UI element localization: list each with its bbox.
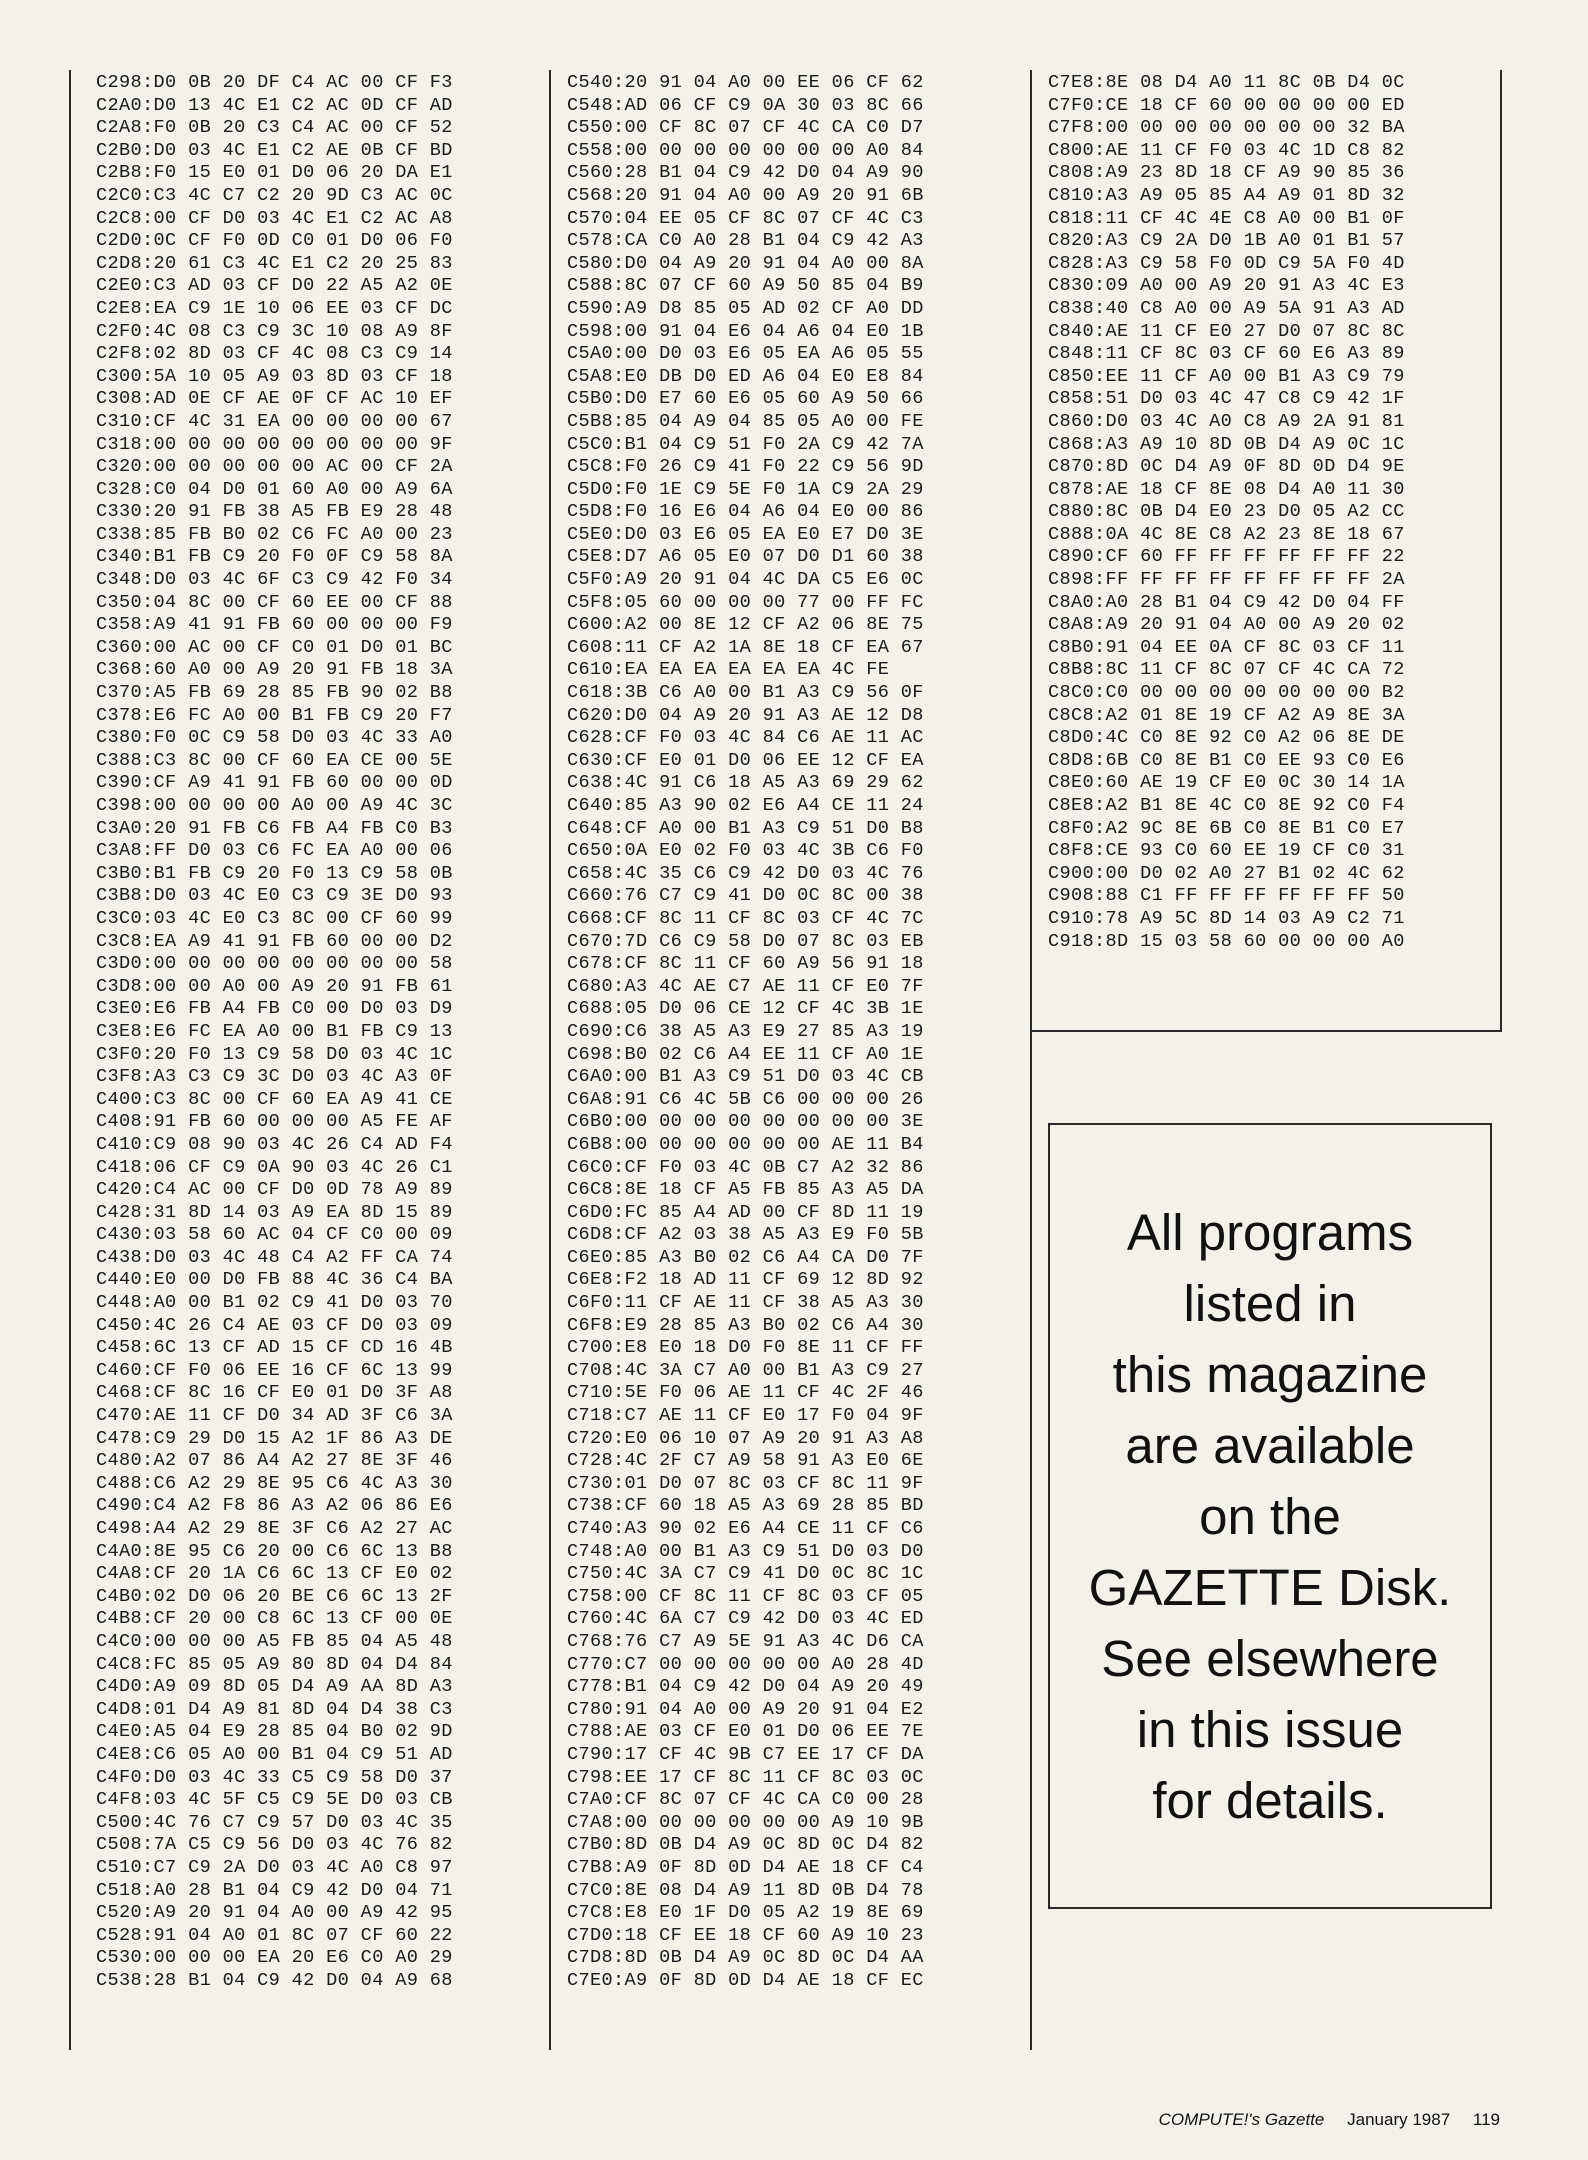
- listing-line: C5A8:E0 DB D0 ED A6 04 E0 E8 84: [567, 365, 924, 387]
- notice-line: All programs: [1126, 1203, 1414, 1261]
- listing-line: C5E0:D0 03 E6 05 EA E0 E7 D0 3E: [567, 523, 924, 545]
- listing-line: C480:A2 07 86 A4 A2 27 8E 3F 46: [96, 1450, 453, 1472]
- listing-line: C648:CF A0 00 B1 A3 C9 51 D0 B8: [567, 817, 924, 839]
- listing-line: C6D0:FC 85 A4 AD 00 CF 8D 11 19: [567, 1201, 924, 1223]
- listing-line: C4B0:02 D0 06 20 BE C6 6C 13 2F: [96, 1585, 453, 1607]
- listing-line: C2F0:4C 08 C3 C9 3C 10 08 A9 8F: [96, 320, 453, 342]
- listing-line: C3B8:D0 03 4C E0 C3 C9 3E D0 93: [96, 885, 453, 907]
- listing-line: C8E8:A2 B1 8E 4C C0 8E 92 C0 F4: [1048, 795, 1405, 816]
- listing-line: C798:EE 17 CF 8C 11 CF 8C 03 0C: [567, 1766, 924, 1788]
- listing-line: C4A0:8E 95 C6 20 00 C6 6C 13 B8: [96, 1540, 453, 1562]
- listing-line: C780:91 04 A0 00 A9 20 91 04 E2: [567, 1698, 924, 1720]
- listing-line: C6A0:00 B1 A3 C9 51 D0 03 4C CB: [567, 1066, 924, 1088]
- listing-line: C7C0:8E 08 D4 A9 11 8D 0B D4 78: [567, 1879, 924, 1901]
- listing-line: C3B0:B1 FB C9 20 F0 13 C9 58 0B: [96, 862, 453, 884]
- listing-line: C8F0:A2 9C 8E 6B C0 8E B1 C0 E7: [1048, 817, 1405, 839]
- listing-line: C360:00 AC 00 CF C0 01 D0 01 BC: [96, 636, 453, 658]
- listing-line: C4C8:FC 85 05 A9 80 8D 04 D4 84: [96, 1653, 453, 1675]
- listing-line: C830:09 A0 00 A9 20 91 A3 4C E3: [1048, 275, 1405, 297]
- listing-line: C470:AE 11 CF D0 34 AD 3F C6 3A: [96, 1405, 453, 1427]
- listing-line: C4E8:C6 05 A0 00 B1 04 C9 51 AD: [96, 1743, 453, 1765]
- listing-line: C910:78 A9 5C 8D 14 03 A9 C2 71: [1048, 907, 1405, 929]
- listing-line: C7C8:E8 E0 1F D0 05 A2 19 8E 69: [567, 1902, 924, 1924]
- listing-line: C700:E8 E0 18 D0 F0 8E 11 CF FF: [567, 1337, 924, 1359]
- listing-line: C670:7D C6 C9 58 D0 07 8C 03 EB: [567, 930, 924, 952]
- listing-line: C710:5E F0 06 AE 11 CF 4C 2F 46: [567, 1382, 924, 1404]
- notice-line: this magazine: [1112, 1345, 1428, 1403]
- listing-line: C878:AE 18 CF 8E 08 D4 A0 11 30: [1048, 478, 1405, 500]
- listing-line: C330:20 91 FB 38 A5 FB E9 28 48: [96, 501, 453, 523]
- listing-line: C7F8:00 00 00 00 00 00 00 32 BA: [1048, 117, 1405, 139]
- listing-line: C358:A9 41 91 FB 60 00 00 00 F9: [96, 614, 453, 636]
- listing-line: C820:A3 C9 2A D0 1B A0 01 B1 57: [1048, 230, 1405, 252]
- listing-line: C730:01 D0 07 8C 03 CF 8C 11 9F: [567, 1472, 924, 1494]
- listing-line: C2E8:EA C9 1E 10 06 EE 03 CF DC: [96, 297, 453, 319]
- listing-line: C630:CF E0 01 D0 06 EE 12 CF EA: [567, 749, 924, 771]
- listing-line: C870:8D 0C D4 A9 0F 8D 0D D4 9E: [1048, 456, 1405, 478]
- listing-line: C8D8:6B C0 8E B1 C0 EE 93 C0 E6: [1048, 749, 1405, 771]
- listing-line: C458:6C 13 CF AD 15 CF CD 16 4B: [96, 1337, 453, 1359]
- listing-line: C2F8:02 8D 03 CF 4C 08 C3 C9 14: [96, 343, 453, 365]
- listing-line: C550:00 CF 8C 07 CF 4C CA C0 D7: [567, 117, 924, 139]
- listing-line: C7B8:A9 0F 8D 0D D4 AE 18 CF C4: [567, 1856, 924, 1878]
- listing-line: C438:D0 03 4C 48 C4 A2 FF CA 74: [96, 1246, 453, 1268]
- listing-line: C908:88 C1 FF FF FF FF FF FF 50: [1048, 885, 1405, 907]
- listing-line: C398:00 00 00 00 A0 00 A9 4C 3C: [96, 795, 453, 816]
- listing-line: C520:A9 20 91 04 A0 00 A9 42 95: [96, 1902, 453, 1924]
- notice-line: for details.: [1152, 1771, 1388, 1829]
- listing-line: C2A8:F0 0B 20 C3 C4 AC 00 CF 52: [96, 117, 453, 139]
- listing-line: C310:CF 4C 31 EA 00 00 00 00 67: [96, 410, 453, 432]
- listing-line: C490:C4 A2 F8 86 A3 A2 06 86 E6: [96, 1495, 453, 1517]
- listing-line: C3A8:FF D0 03 C6 FC EA A0 00 06: [96, 840, 453, 862]
- listing-line: C428:31 8D 14 03 A9 EA 8D 15 89: [96, 1201, 453, 1223]
- listing-line: C6C8:8E 18 CF A5 FB 85 A3 A5 DA: [567, 1179, 924, 1201]
- listing-line: C300:5A 10 05 A9 03 8D 03 CF 18: [96, 365, 453, 387]
- column-rule-right: [1030, 70, 1032, 2050]
- listing-line: C888:0A 4C 8E C8 A2 23 8E 18 67: [1048, 523, 1405, 545]
- listing-line: C368:60 A0 00 A9 20 91 FB 18 3A: [96, 659, 453, 681]
- listing-line: C640:85 A3 90 02 E6 A4 CE 11 24: [567, 795, 924, 816]
- listing-line: C628:CF F0 03 4C 84 C6 AE 11 AC: [567, 727, 924, 749]
- listing-line: C4D8:01 D4 A9 81 8D 04 D4 38 C3: [96, 1698, 453, 1720]
- listing-line: C2E0:C3 AD 03 CF D0 22 A5 A2 0E: [96, 275, 453, 297]
- listing-line: C3C8:EA A9 41 91 FB 60 00 00 D2: [96, 930, 453, 952]
- notice-line: are available: [1125, 1416, 1415, 1474]
- listing-line: C540:20 91 04 A0 00 EE 06 CF 62: [567, 72, 924, 93]
- listing-column-2: [567, 72, 924, 1992]
- listing-line: C8B8:8C 11 CF 8C 07 CF 4C CA 72: [1048, 659, 1405, 681]
- listing-line: C918:8D 15 03 58 60 00 00 00 A0: [1048, 930, 1405, 952]
- listing-line: C680:A3 4C AE C7 AE 11 CF E0 7F: [567, 975, 924, 997]
- notice-line: See elsewhere: [1101, 1629, 1439, 1687]
- listing-line: C778:B1 04 C9 42 D0 04 A9 20 49: [567, 1676, 924, 1698]
- listing-line: C6D8:CF A2 03 38 A5 A3 E9 F0 5B: [567, 1224, 924, 1246]
- listing-line: C8C8:A2 01 8E 19 CF A2 A9 8E 3A: [1048, 704, 1405, 726]
- listing-line: C810:A3 A9 05 85 A4 A9 01 8D 32: [1048, 184, 1405, 206]
- listing-line: C770:C7 00 00 00 00 00 A0 28 4D: [567, 1653, 924, 1675]
- listing-line: C6E8:F2 18 AD 11 CF 69 12 8D 92: [567, 1269, 924, 1291]
- listing-line: C750:4C 3A C7 C9 41 D0 0C 8C 1C: [567, 1563, 924, 1585]
- listing-line: C748:A0 00 B1 A3 C9 51 D0 03 D0: [567, 1540, 924, 1562]
- listing-line: C668:CF 8C 11 CF 8C 03 CF 4C 7C: [567, 907, 924, 929]
- notice-line: on the: [1199, 1487, 1341, 1545]
- listing-line: C448:A0 00 B1 02 C9 41 D0 03 70: [96, 1292, 453, 1314]
- notice-line: GAZETTE Disk.: [1088, 1558, 1452, 1616]
- listing-line: C440:E0 00 D0 FB 88 4C 36 C4 BA: [96, 1269, 453, 1291]
- listing-line: C898:FF FF FF FF FF FF FF FF 2A: [1048, 569, 1405, 591]
- listing-line: C3F0:20 F0 13 C9 58 D0 03 4C 1C: [96, 1043, 453, 1065]
- listing-line: C548:AD 06 CF C9 0A 30 03 8C 66: [567, 94, 924, 116]
- listing-line: C3C0:03 4C E0 C3 8C 00 CF 60 99: [96, 907, 453, 929]
- listing-line: C790:17 CF 4C 9B C7 EE 17 CF DA: [567, 1743, 924, 1765]
- listing-line: C4F8:03 4C 5F C5 C9 5E D0 03 CB: [96, 1789, 453, 1811]
- listing-line: C7B0:8D 0B D4 A9 0C 8D 0C D4 82: [567, 1834, 924, 1856]
- listing-line: C410:C9 08 90 03 4C 26 C4 AD F4: [96, 1133, 453, 1155]
- listing-line: C890:CF 60 FF FF FF FF FF FF 22: [1048, 546, 1405, 568]
- listing-line: C728:4C 2F C7 A9 58 91 A3 E0 6E: [567, 1450, 924, 1472]
- listing-line: C2B8:F0 15 E0 01 D0 06 20 DA E1: [96, 162, 453, 184]
- listing-line: C400:C3 8C 00 CF 60 EA A9 41 CE: [96, 1088, 453, 1110]
- listing-line: C568:20 91 04 A0 00 A9 20 91 6B: [567, 184, 924, 206]
- column-rule-middle: [549, 70, 551, 2050]
- page-number: 119: [1472, 2110, 1500, 2129]
- listing-line: C578:CA C0 A0 28 B1 04 C9 42 A3: [567, 230, 924, 252]
- listing-line: C4A8:CF 20 1A C6 6C 13 CF E0 02: [96, 1563, 453, 1585]
- listing-line: C8C0:C0 00 00 00 00 00 00 00 B2: [1048, 682, 1405, 704]
- listing-line: C4D0:A9 09 8D 05 D4 A9 AA 8D A3: [96, 1676, 453, 1698]
- listing-line: C840:AE 11 CF E0 27 D0 07 8C 8C: [1048, 320, 1405, 342]
- listing-line: C8D0:4C C0 8E 92 C0 A2 06 8E DE: [1048, 727, 1405, 749]
- listing-line: C3E0:E6 FB A4 FB C0 00 D0 03 D9: [96, 998, 453, 1020]
- listing-line: C5D0:F0 1E C9 5E F0 1A C9 2A 29: [567, 478, 924, 500]
- page-footer: [1159, 2110, 1500, 2130]
- listing-line: C838:40 C8 A0 00 A9 5A 91 A3 AD: [1048, 297, 1405, 319]
- listing-line: C468:CF 8C 16 CF E0 01 D0 3F A8: [96, 1382, 453, 1404]
- listing-line: C788:AE 03 CF E0 01 D0 06 EE 7E: [567, 1721, 924, 1743]
- listing-line: C4C0:00 00 00 A5 FB 85 04 A5 48: [96, 1630, 453, 1652]
- listing-line: C708:4C 3A C7 A0 00 B1 A3 C9 27: [567, 1359, 924, 1381]
- listing-line: C5C0:B1 04 C9 51 F0 2A C9 42 7A: [567, 433, 924, 455]
- listing-line: C348:D0 03 4C 6F C3 C9 42 F0 34: [96, 569, 453, 591]
- listing-line: C390:CF A9 41 91 FB 60 00 00 0D: [96, 772, 453, 794]
- notice-line: in this issue: [1136, 1700, 1404, 1758]
- column-rule-end: [1500, 70, 1502, 1030]
- listing-line: C418:06 CF C9 0A 90 03 4C 26 C1: [96, 1156, 453, 1178]
- listing-line: C3E8:E6 FC EA A0 00 B1 FB C9 13: [96, 1020, 453, 1042]
- listing-line: C7F0:CE 18 CF 60 00 00 00 00 ED: [1048, 94, 1405, 116]
- listing-line: C510:C7 C9 2A D0 03 4C A0 C8 97: [96, 1856, 453, 1878]
- listing-line: C5F0:A9 20 91 04 4C DA C5 E6 0C: [567, 569, 924, 591]
- listing-line: C328:C0 04 D0 01 60 A0 00 A9 6A: [96, 478, 453, 500]
- listing-line: C528:91 04 A0 01 8C 07 CF 60 22: [96, 1924, 453, 1946]
- listing-line: C6B8:00 00 00 00 00 00 AE 11 B4: [567, 1133, 924, 1155]
- listing-line: C860:D0 03 4C A0 C8 A9 2A 91 81: [1048, 410, 1405, 432]
- listing-line: C6F8:E9 28 85 A3 B0 02 C6 A4 30: [567, 1314, 924, 1336]
- listing-line: C620:D0 04 A9 20 91 A3 AE 12 D8: [567, 704, 924, 726]
- listing-line: C5E8:D7 A6 05 E0 07 D0 D1 60 38: [567, 546, 924, 568]
- listing-line: C600:A2 00 8E 12 CF A2 06 8E 75: [567, 614, 924, 636]
- column-rule-left: [69, 70, 71, 2050]
- listing-line: C7E8:8E 08 D4 A0 11 8C 0B D4 0C: [1048, 72, 1405, 93]
- listing-line: C818:11 CF 4C 4E C8 A0 00 B1 0F: [1048, 207, 1405, 229]
- listing-line: C590:A9 D8 85 05 AD 02 CF A0 DD: [567, 297, 924, 319]
- listing-line: C408:91 FB 60 00 00 00 A5 FE AF: [96, 1111, 453, 1133]
- listing-line: C610:EA EA EA EA EA EA 4C FE: [567, 659, 890, 681]
- listing-line: C690:C6 38 A5 A3 E9 27 85 A3 19: [567, 1020, 924, 1042]
- listing-line: C8B0:91 04 EE 0A CF 8C 03 CF 11: [1048, 636, 1405, 658]
- listing-line: C6E0:85 A3 B0 02 C6 A4 CA D0 7F: [567, 1246, 924, 1268]
- listing-line: C500:4C 76 C7 C9 57 D0 03 4C 35: [96, 1811, 453, 1833]
- listing-line: C430:03 58 60 AC 04 CF C0 00 09: [96, 1224, 453, 1246]
- notice-line: listed in: [1183, 1274, 1357, 1332]
- listing-line: C608:11 CF A2 1A 8E 18 CF EA 67: [567, 636, 924, 658]
- listing-line: C720:E0 06 10 07 A9 20 91 A3 A8: [567, 1427, 924, 1449]
- listing-line: C3D8:00 00 A0 00 A9 20 91 FB 61: [96, 975, 453, 997]
- listing-line: C8A0:A0 28 B1 04 C9 42 D0 04 FF: [1048, 591, 1405, 613]
- listing-line: C318:00 00 00 00 00 00 00 00 9F: [96, 433, 453, 455]
- listing-line: C580:D0 04 A9 20 91 04 A0 00 8A: [567, 252, 924, 274]
- column-three-bottom-rule: [1030, 1030, 1502, 1032]
- listing-line: C738:CF 60 18 A5 A3 69 28 85 BD: [567, 1495, 924, 1517]
- listing-line: C740:A3 90 02 E6 A4 CE 11 CF C6: [567, 1518, 924, 1539]
- listing-line: C308:AD 0E CF AE 0F CF AC 10 EF: [96, 388, 453, 410]
- listing-line: C388:C3 8C 00 CF 60 EA CE 00 5E: [96, 749, 453, 771]
- listing-line: C618:3B C6 A0 00 B1 A3 C9 56 0F: [567, 682, 924, 704]
- listing-line: C6F0:11 CF AE 11 CF 38 A5 A3 30: [567, 1292, 924, 1314]
- listing-line: C2D0:0C CF F0 0D C0 01 D0 06 F0: [96, 230, 453, 252]
- gazette-disk-notice: [1048, 1123, 1492, 1909]
- listing-line: C598:00 91 04 E6 04 A6 04 E0 1B: [567, 320, 924, 342]
- listing-line: C5D8:F0 16 E6 04 A6 04 E0 00 86: [567, 501, 924, 523]
- listing-line: C800:AE 11 CF F0 03 4C 1D C8 82: [1048, 139, 1405, 161]
- listing-line: C768:76 C7 A9 5E 91 A3 4C D6 CA: [567, 1630, 924, 1652]
- listing-line: C588:8C 07 CF 60 A9 50 85 04 B9: [567, 275, 924, 297]
- listing-line: C340:B1 FB C9 20 F0 0F C9 58 8A: [96, 546, 453, 568]
- listing-line: C3A0:20 91 FB C6 FB A4 FB C0 B3: [96, 817, 453, 839]
- listing-line: C558:00 00 00 00 00 00 00 A0 84: [567, 139, 924, 161]
- listing-line: C828:A3 C9 58 F0 0D C9 5A F0 4D: [1048, 252, 1405, 274]
- listing-line: C338:85 FB B0 02 C6 FC A0 00 23: [96, 523, 453, 545]
- listing-line: C4F0:D0 03 4C 33 C5 C9 58 D0 37: [96, 1766, 453, 1788]
- listing-line: C498:A4 A2 29 8E 3F C6 A2 27 AC: [96, 1518, 453, 1539]
- listing-line: C508:7A C5 C9 56 D0 03 4C 76 82: [96, 1834, 453, 1856]
- listing-line: C8F8:CE 93 C0 60 EE 19 CF C0 31: [1048, 840, 1405, 862]
- listing-line: C6A8:91 C6 4C 5B C6 00 00 00 26: [567, 1088, 924, 1110]
- listing-line: C2B0:D0 03 4C E1 C2 AE 0B CF BD: [96, 139, 453, 161]
- listing-line: C7D8:8D 0B D4 A9 0C 8D 0C D4 AA: [567, 1947, 924, 1969]
- listing-line: C8A8:A9 20 91 04 A0 00 A9 20 02: [1048, 614, 1405, 636]
- listing-line: C850:EE 11 CF A0 00 B1 A3 C9 79: [1048, 365, 1405, 387]
- listing-line: C868:A3 A9 10 8D 0B D4 A9 0C 1C: [1048, 433, 1405, 455]
- listing-column-1: [96, 72, 453, 1992]
- listing-line: C758:00 CF 8C 11 CF 8C 03 CF 05: [567, 1585, 924, 1607]
- listing-line: C298:D0 0B 20 DF C4 AC 00 CF F3: [96, 72, 453, 93]
- listing-line: C7D0:18 CF EE 18 CF 60 A9 10 23: [567, 1924, 924, 1946]
- listing-line: C2C8:00 CF D0 03 4C E1 C2 AC A8: [96, 207, 453, 229]
- listing-line: C370:A5 FB 69 28 85 FB 90 02 B8: [96, 682, 453, 704]
- listing-line: C678:CF 8C 11 CF 60 A9 56 91 18: [567, 953, 924, 975]
- listing-line: C698:B0 02 C6 A4 EE 11 CF A0 1E: [567, 1043, 924, 1065]
- listing-line: C760:4C 6A C7 C9 42 D0 03 4C ED: [567, 1608, 924, 1630]
- listing-line: C2D8:20 61 C3 4C E1 C2 20 25 83: [96, 252, 453, 274]
- listing-line: C560:28 B1 04 C9 42 D0 04 A9 90: [567, 162, 924, 184]
- listing-line: C6B0:00 00 00 00 00 00 00 00 3E: [567, 1111, 924, 1133]
- listing-line: C880:8C 0B D4 E0 23 D0 05 A2 CC: [1048, 501, 1405, 523]
- listing-line: C530:00 00 00 EA 20 E6 C0 A0 29: [96, 1947, 453, 1969]
- listing-line: C538:28 B1 04 C9 42 D0 04 A9 68: [96, 1969, 453, 1991]
- listing-line: C858:51 D0 03 4C 47 C8 C9 42 1F: [1048, 388, 1405, 410]
- listing-line: C638:4C 91 C6 18 A5 A3 69 29 62: [567, 772, 924, 794]
- listing-line: C450:4C 26 C4 AE 03 CF D0 03 09: [96, 1314, 453, 1336]
- listing-line: C420:C4 AC 00 CF D0 0D 78 A9 89: [96, 1179, 453, 1201]
- listing-line: C718:C7 AE 11 CF E0 17 F0 04 9F: [567, 1405, 924, 1427]
- listing-line: C7A8:00 00 00 00 00 00 A9 10 9B: [567, 1811, 924, 1833]
- listing-line: C900:00 D0 02 A0 27 B1 02 4C 62: [1048, 862, 1405, 884]
- listing-line: C488:C6 A2 29 8E 95 C6 4C A3 30: [96, 1472, 453, 1494]
- listing-line: C5B8:85 04 A9 04 85 05 A0 00 FE: [567, 410, 924, 432]
- listing-line: C8E0:60 AE 19 CF E0 0C 30 14 1A: [1048, 772, 1405, 794]
- listing-line: C518:A0 28 B1 04 C9 42 D0 04 71: [96, 1879, 453, 1901]
- listing-line: C5F8:05 60 00 00 00 77 00 FF FC: [567, 591, 924, 613]
- publication-name: COMPUTE!'s Gazette: [1158, 2110, 1325, 2129]
- listing-line: C380:F0 0C C9 58 D0 03 4C 33 A0: [96, 727, 453, 749]
- listing-line: C5C8:F0 26 C9 41 F0 22 C9 56 9D: [567, 456, 924, 478]
- listing-line: C3F8:A3 C3 C9 3C D0 03 4C A3 0F: [96, 1066, 453, 1088]
- listing-line: C4E0:A5 04 E9 28 85 04 B0 02 9D: [96, 1721, 453, 1743]
- listing-line: C6C0:CF F0 03 4C 0B C7 A2 32 86: [567, 1156, 924, 1178]
- listing-line: C7E0:A9 0F 8D 0D D4 AE 18 CF EC: [567, 1969, 924, 1991]
- listing-line: C350:04 8C 00 CF 60 EE 00 CF 88: [96, 591, 453, 613]
- listing-line: C848:11 CF 8C 03 CF 60 E6 A3 89: [1048, 343, 1405, 365]
- listing-line: C460:CF F0 06 EE 16 CF 6C 13 99: [96, 1359, 453, 1381]
- listing-line: C378:E6 FC A0 00 B1 FB C9 20 F7: [96, 704, 453, 726]
- listing-line: C4B8:CF 20 00 C8 6C 13 CF 00 0E: [96, 1608, 453, 1630]
- listing-line: C2C0:C3 4C C7 C2 20 9D C3 AC 0C: [96, 184, 453, 206]
- listing-line: C320:00 00 00 00 00 AC 00 CF 2A: [96, 456, 453, 478]
- listing-column-3: [1048, 72, 1405, 953]
- issue-date: January 1987: [1347, 2110, 1451, 2129]
- listing-line: C688:05 D0 06 CE 12 CF 4C 3B 1E: [567, 998, 924, 1020]
- listing-line: C2A0:D0 13 4C E1 C2 AC 0D CF AD: [96, 94, 453, 116]
- listing-line: C478:C9 29 D0 15 A2 1F 86 A3 DE: [96, 1427, 453, 1449]
- listing-line: C570:04 EE 05 CF 8C 07 CF 4C C3: [567, 207, 924, 229]
- listing-line: C5A0:00 D0 03 E6 05 EA A6 05 55: [567, 343, 924, 365]
- listing-line: C650:0A E0 02 F0 03 4C 3B C6 F0: [567, 840, 924, 862]
- listing-line: C7A0:CF 8C 07 CF 4C CA C0 00 28: [567, 1789, 924, 1811]
- listing-line: C5B0:D0 E7 60 E6 05 60 A9 50 66: [567, 388, 924, 410]
- listing-line: C808:A9 23 8D 18 CF A9 90 85 36: [1048, 162, 1405, 184]
- listing-line: C3D0:00 00 00 00 00 00 00 00 58: [96, 953, 453, 975]
- listing-line: C658:4C 35 C6 C9 42 D0 03 4C 76: [567, 862, 924, 884]
- listing-line: C660:76 C7 C9 41 D0 0C 8C 00 38: [567, 885, 924, 907]
